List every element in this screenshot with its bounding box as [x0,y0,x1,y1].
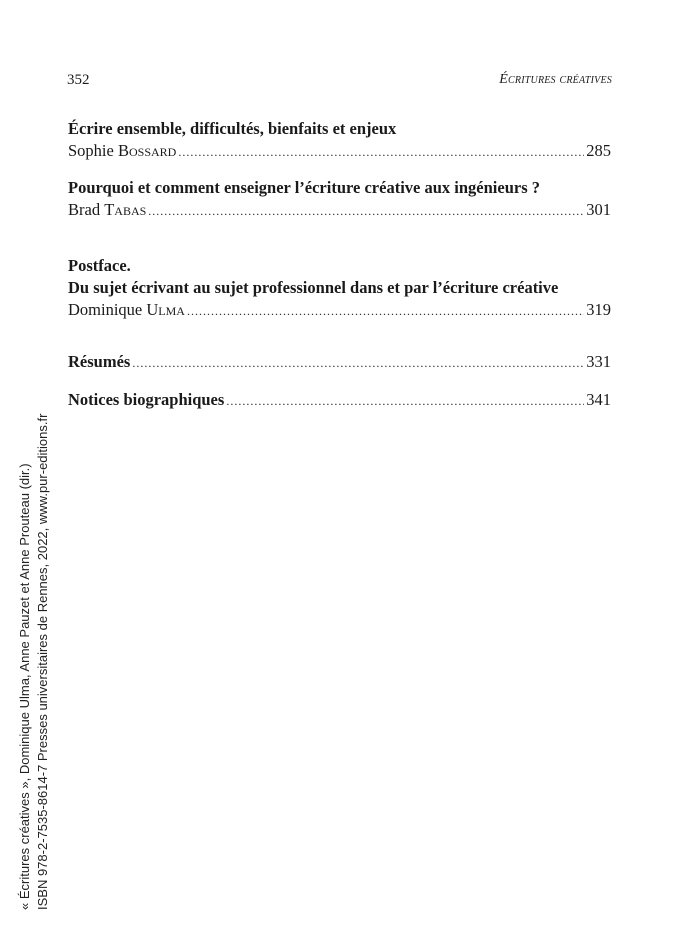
toc-page-number: 301 [586,200,611,219]
toc-entry-subtitle: Du sujet écrivant au sujet professionnel dans et par l’écriture créative [68,278,559,297]
toc-entry-line[interactable] [68,351,611,374]
toc-entry [68,255,611,322]
dot-leader [132,352,584,374]
toc-entry-author [68,299,185,321]
toc-entry-title: Écrire ensemble, difficultés, bienfaits et enjeux [68,119,397,138]
table-of-contents [68,118,611,412]
toc-entry-author [68,140,176,162]
dot-leader [226,390,584,412]
toc-page-number: 331 [586,352,611,371]
toc-entry-author-line[interactable] [68,199,611,222]
author-first-name: Brad [68,200,105,219]
author-first-name: Sophie [68,141,118,160]
toc-page-number: 319 [586,300,611,319]
side-credit [16,413,62,910]
toc-entry-author-line[interactable] [68,140,611,163]
toc-entry [68,118,611,163]
toc-entry-title: Pourquoi et comment enseigner l’écriture créative aux ingénieurs ? [68,178,540,197]
side-credit-text [16,413,52,910]
dot-leader [187,300,584,322]
side-credit-line-2: ISBN 978-2-7535-8614-7 Presses universitaires de Rennes, 2022, www.pur-editions.fr [35,413,50,910]
toc-page-number: 285 [586,141,611,160]
toc-entry [68,389,611,412]
toc-page-number: 341 [586,390,611,409]
running-head: Écritures créatives [499,72,612,87]
author-last-name: Bossard [117,141,177,160]
dot-leader [178,141,584,163]
toc-entry-title: Postface. [68,256,131,275]
author-last-name: Ulma [146,300,185,319]
author-first-name: Dominique [68,300,147,319]
side-credit-line-1: « Écritures créatives », Dominique Ulma, Anne Pauzet et Anne Prouteau (dir.) [17,463,32,910]
toc-entry-author-line[interactable] [68,299,611,322]
toc-entry [68,177,611,222]
toc-entry-label: Notices biographiques [68,390,225,409]
author-last-name: Tabas [104,200,147,219]
toc-entry [68,351,611,374]
page-number: 352 [67,72,90,88]
dot-leader [148,200,584,222]
toc-entry-label: Résumés [68,352,131,371]
toc-entry-author [68,199,146,221]
toc-entry-line[interactable] [68,389,611,412]
